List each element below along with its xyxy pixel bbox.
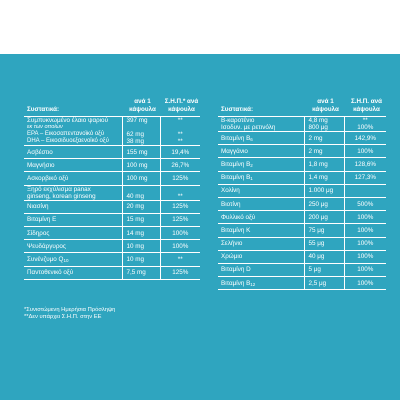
table-row [24,185,200,200]
ingredient-name-line: Ισοδυν. με ρετινόλη [221,124,276,131]
table-row [218,250,386,263]
rda-percent: 19,4% [160,146,200,159]
table-row [218,263,386,276]
table-row [24,213,200,226]
ingredients-table-left [24,81,200,280]
subscript: 10 [63,257,69,263]
table-row [218,117,386,132]
rda-percent: 100% [160,240,200,253]
ingredient-label: Μαγνήσιο [27,161,55,169]
header-per-capsule: ανά 1 κάψουλα [122,81,160,117]
ingredient-label: Βιταμίνη Β [221,279,251,287]
ingredient-name [218,132,304,145]
ingredient-name-line: Συμπυκνωμένο έλαιο ψαριού [27,117,109,124]
amount-per-capsule: 40 μg [304,250,344,263]
ingredient-label: Σίδηρος [27,229,50,237]
rda-percent: 100% [344,250,386,263]
ingredient-name [218,197,304,210]
table-row [218,197,386,210]
ingredient-name [24,117,122,146]
table-row [218,224,386,237]
amount-per-capsule: 5 μg [304,263,344,276]
rda-percent: 125% [160,172,200,185]
ingredient-name [24,266,122,279]
amount-per-capsule: 1.000 μg [304,184,344,197]
rda-percent: 125% [160,213,200,226]
rda-percent: 100% [344,211,386,224]
amount-per-capsule [122,117,160,146]
ingredient-name [24,240,122,253]
rda-percent: 100% [344,237,386,250]
table-row [24,146,200,159]
ingredient-name [24,213,122,226]
table-row [24,266,200,279]
amount-line: 800 μg [308,124,328,131]
rda-percent: 100% [344,145,386,158]
amount-per-capsule: 10 mg [122,253,160,266]
header-ingredients: Συστατικά: [24,81,122,117]
ingredient-name [218,237,304,250]
ingredient-name-line: Β-καροτένιο [221,117,255,124]
ingredient-label: Συνένζυμο Q [27,255,64,263]
rda-percent: 100% [160,226,200,239]
rda-percent: 125% [160,200,200,213]
table-row [24,226,200,239]
spacer [161,186,201,193]
rda-percent: 125% [160,266,200,279]
ingredient-name [24,146,122,159]
ingredient-name [24,185,122,200]
ingredient-name [218,158,304,171]
amount-per-capsule: 20 mg [122,200,160,213]
rda-line [161,124,201,131]
ingredient-label: Χρώμιο [221,253,243,261]
ingredient-label: Ψευδάργυρος [27,242,66,250]
amount-per-capsule: 100 mg [122,172,160,185]
rda-line: 100% [357,124,374,131]
amount-line: 397 mg [126,117,148,124]
table-row [24,172,200,185]
header-ingredients: Συστατικά: [218,81,304,117]
ingredient-name [218,250,304,263]
ingredient-label: Φυλλικό οξύ [221,213,256,221]
amount-per-capsule: 100 mg [122,159,160,172]
rda-line: ** [362,117,368,124]
ingredient-label: Μαγγάνιο [221,147,248,155]
amount-per-capsule: 75 μg [304,224,344,237]
rda-percent: 500% [344,197,386,210]
amount-per-capsule [304,117,344,132]
table-row [218,184,386,197]
ingredient-label: Βιταμίνη Β [221,160,251,168]
ingredients-table-right [218,81,386,290]
table-row [218,277,386,290]
rda-percent [344,184,386,197]
ingredient-name-line: Ξηρό εκχύλισμα panax [27,185,91,193]
footnotes [24,307,115,321]
ingredient-name [24,200,122,213]
rda-line: ** [177,117,183,124]
amount-per-capsule: 2 mg [304,145,344,158]
amount-per-capsule: 250 μg [304,197,344,210]
ingredient-name [24,226,122,239]
ingredient-name [218,263,304,276]
rda-percent: 100% [344,277,386,290]
ingredient-name [218,277,304,290]
amount-per-capsule: 1,4 mg [304,171,344,184]
ingredient-label: Βιταμίνη D [221,266,251,274]
footnote-rda: *Συνιστώμενη Ημερήσια Πρόσληψη [24,307,116,313]
table-row [218,171,386,184]
ingredient-name-line: EPA – Εικοσαπεντανοϊκό οξύ [27,131,105,137]
rda-percent: 26,7% [160,159,200,172]
ingredient-name-line: ginseng, korean ginseng [27,192,96,200]
table-header-row [218,81,386,117]
rda-line: ** [177,131,183,138]
rda-percent: 127,3% [344,171,386,184]
amount-line: 62 mg [126,131,145,138]
spacer [127,186,160,193]
table-row [218,237,386,250]
rda-percent: 100% [344,263,386,276]
subscript: 6 [250,136,253,142]
amount-per-capsule: 155 mg [122,146,160,159]
table-row [218,158,386,171]
amount-line: 38 mg [126,138,145,145]
amount-per-capsule: 15 mg [122,213,160,226]
ingredient-name-line: εκ των οποίων [27,124,63,130]
ingredient-label: Βιταμίνη Ε [27,216,57,224]
subscript: 12 [250,281,256,287]
subscript: 1 [250,176,253,182]
table-row [24,240,200,253]
ingredient-name [218,171,304,184]
rda-percent [160,185,200,200]
amount-line: 40 mg [126,192,145,200]
table-row [24,117,200,146]
table-row [24,200,200,213]
ingredient-name [24,159,122,172]
amount-line [127,124,160,131]
table-row [218,145,386,158]
rda-line: ** [177,138,183,145]
ingredient-label: Σελήνιο [221,240,243,248]
ingredient-label: Βιταμίνη Β [221,134,251,142]
amount-per-capsule: 14 mg [122,226,160,239]
amount-per-capsule: 200 μg [304,211,344,224]
amount-per-capsule: 55 μg [304,237,344,250]
ingredient-name [218,224,304,237]
amount-per-capsule: 2,5 μg [304,277,344,290]
amount-per-capsule: 2 mg [304,132,344,145]
amount-per-capsule [122,185,160,200]
rda-percent: 128,6% [344,158,386,171]
ingredient-name [218,117,304,132]
ingredient-label: Χολίνη [221,187,240,195]
table-row [218,132,386,145]
ingredient-label: Ασκορβικό οξύ [27,174,69,182]
rda-percent: 100% [344,224,386,237]
amount-per-capsule: 7,5 mg [122,266,160,279]
rda-line: ** [177,192,183,200]
rda-percent [344,117,386,132]
subscript: 2 [250,162,253,168]
ingredient-name [218,184,304,197]
table-row [24,159,200,172]
ingredient-label: Παντοθενικό οξύ [27,269,74,277]
amount-per-capsule: 1,8 mg [304,158,344,171]
ingredient-name-line: DHA – Εικοσιδυοεξαενοϊκό οξύ [27,138,109,144]
ingredient-label: Βιταμίνη Β [221,174,251,182]
ingredient-name [24,253,122,266]
ingredient-label: Νιασίνη [27,203,49,211]
ingredient-label: Βιοτίνη [221,200,241,208]
table-header-row [24,81,200,117]
rda-percent: 142,9% [344,132,386,145]
table-row [218,211,386,224]
table-row [24,253,200,266]
header-per-capsule: ανά 1 κάψουλα [304,81,344,117]
header-rda: Σ.Η.Π. ανά κάψουλα [344,81,386,117]
amount-line: 4,8 mg [308,117,328,124]
header-rda: Σ.Η.Π.* ανά κάψουλα [160,81,200,117]
amount-per-capsule: 10 mg [122,240,160,253]
rda-percent [160,117,200,146]
ingredient-name [218,211,304,224]
footnote-no-rda: **Δεν υπάρχει Σ.Η.Π. στην ΕΕ [24,314,102,321]
ingredient-name [24,172,122,185]
ingredient-label: Βιταμίνη Κ [221,226,251,234]
ingredient-label: Ασβέστιο [27,148,53,156]
rda-percent: ** [160,253,200,266]
ingredient-name [218,145,304,158]
